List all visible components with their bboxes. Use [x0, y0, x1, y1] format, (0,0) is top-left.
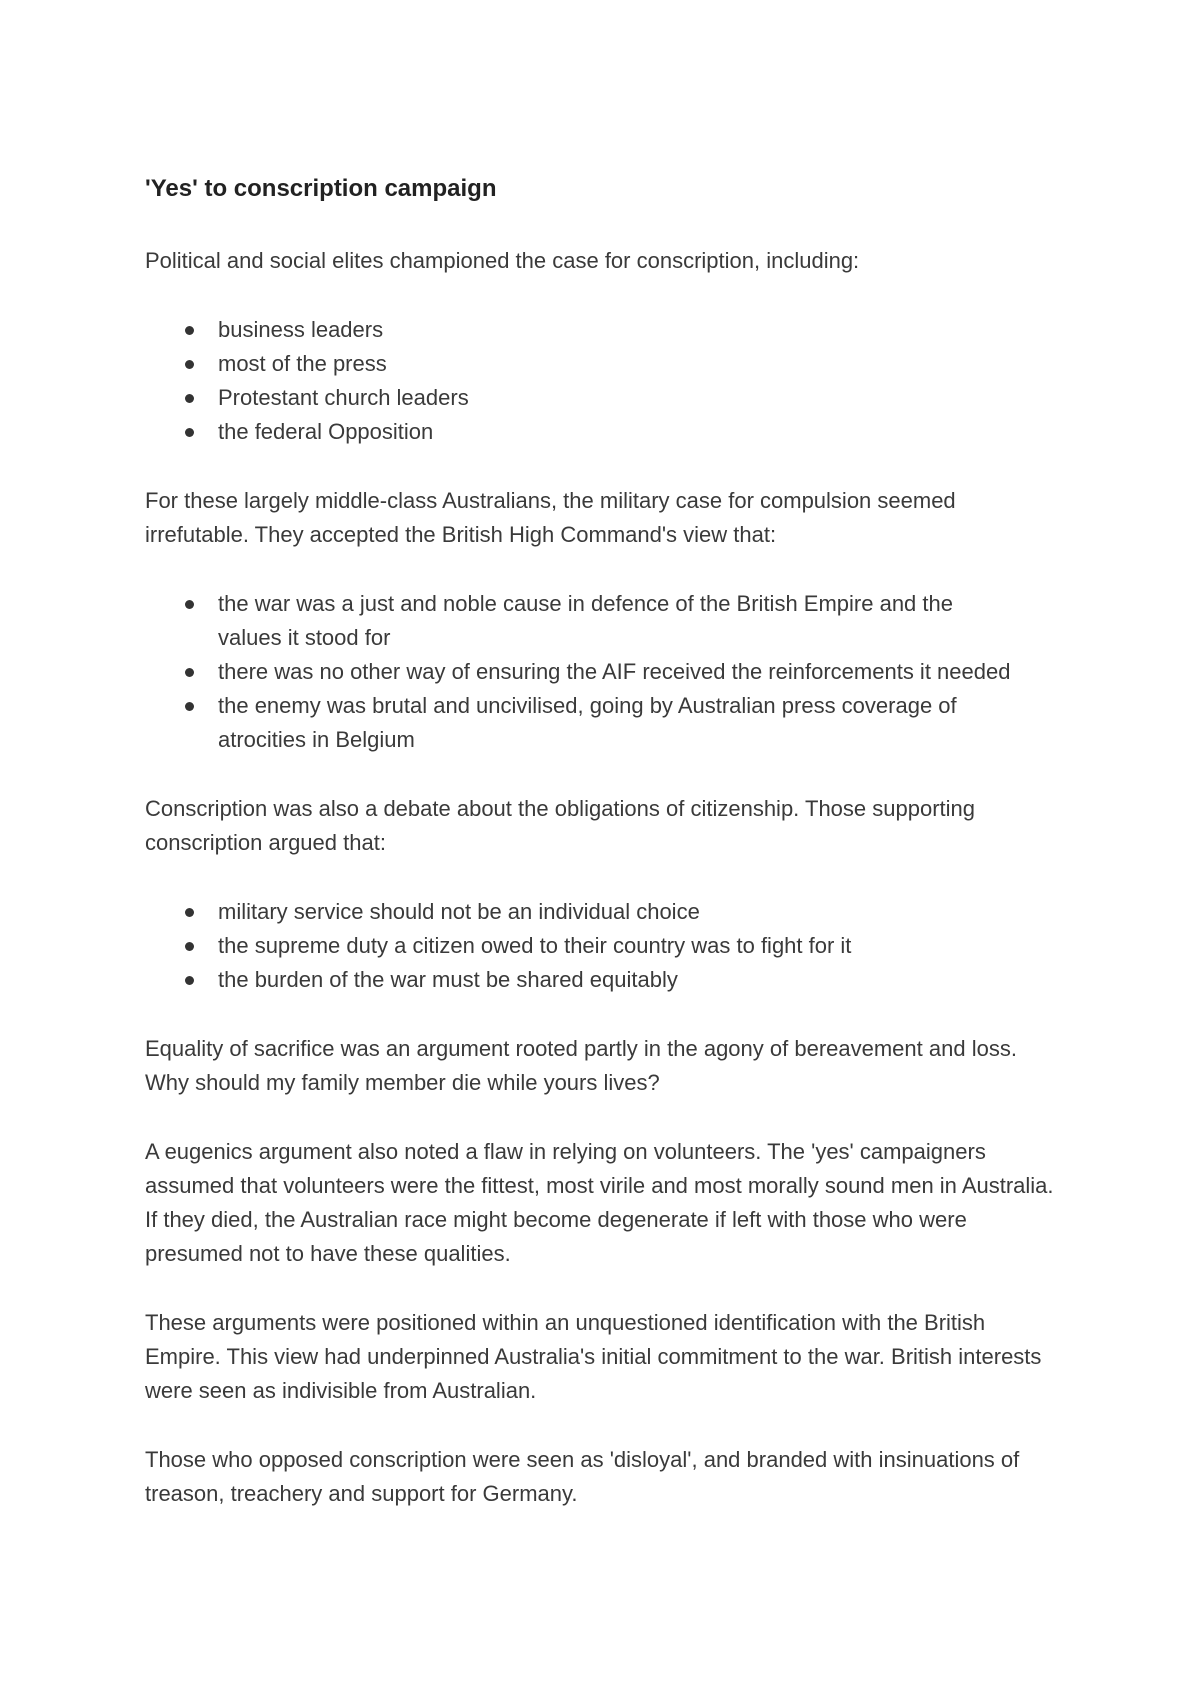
equality-paragraph: Equality of sacrifice was an argument rooted partly in the agony of bereavement and loss. Why should my family member die while yours lives?	[145, 1036, 1017, 1095]
bullet-icon	[185, 702, 194, 711]
list-item: the burden of the war must be shared equitably	[145, 963, 1065, 997]
list-item: Protestant church leaders	[145, 381, 1065, 415]
list-item: business leaders	[145, 313, 1065, 347]
high-command-list	[145, 587, 1065, 757]
bullet-icon	[185, 394, 194, 403]
list-item: the supreme duty a citizen owed to their country was to fight for it	[145, 929, 1065, 963]
list-item: the federal Opposition	[145, 415, 1065, 449]
citizenship-paragraph: Conscription was also a debate about the obligations of citizenship. Those supporting conscription argued that:	[145, 796, 976, 855]
bullet-icon	[185, 360, 194, 369]
bullet-icon	[185, 976, 194, 985]
intro-paragraph: Political and social elites championed the case for conscription, including:	[145, 248, 860, 273]
bullet-icon	[185, 942, 194, 951]
list-item: the enemy was brutal and uncivilised, going by Australian press coverage of atrocities in Belgium	[145, 689, 1065, 757]
page-title: 'Yes' to conscription campaign	[145, 175, 497, 202]
citizenship-list	[145, 895, 1065, 997]
elites-list	[145, 313, 1065, 449]
middle-class-paragraph: For these largely middle-class Australians, the military case for compulsion seemed irrefutable. They accepted the British High Command's view that:	[145, 488, 956, 547]
bullet-icon	[185, 908, 194, 917]
list-item: military service should not be an individual choice	[145, 895, 1065, 929]
list-item: the war was a just and noble cause in defence of the British Empire and the values it stood for	[145, 587, 1065, 655]
bullet-icon	[185, 428, 194, 437]
document-page	[145, 172, 1065, 1546]
bullet-icon	[185, 326, 194, 335]
eugenics-paragraph: A eugenics argument also noted a flaw in relying on volunteers. The 'yes' campaigners assumed that volunteers were the fittest, most virile and most morally sound men in Australia. If they died, the Australian race might become degenerate if left with those who were presumed not to have these qualities.	[145, 1139, 1054, 1266]
bullet-icon	[185, 668, 194, 677]
bullet-icon	[185, 600, 194, 609]
disloyal-paragraph: Those who opposed conscription were seen as 'disloyal', and branded with insinuations of treason, treachery and support for Germany.	[145, 1447, 1020, 1506]
empire-paragraph: These arguments were positioned within an unquestioned identification with the British Empire. This view had underpinned Australia's initial commitment to the war. British interests were seen as indivisible from Australian.	[145, 1310, 1042, 1403]
list-item: there was no other way of ensuring the AIF received the reinforcements it needed	[145, 655, 1065, 689]
list-item: most of the press	[145, 347, 1065, 381]
